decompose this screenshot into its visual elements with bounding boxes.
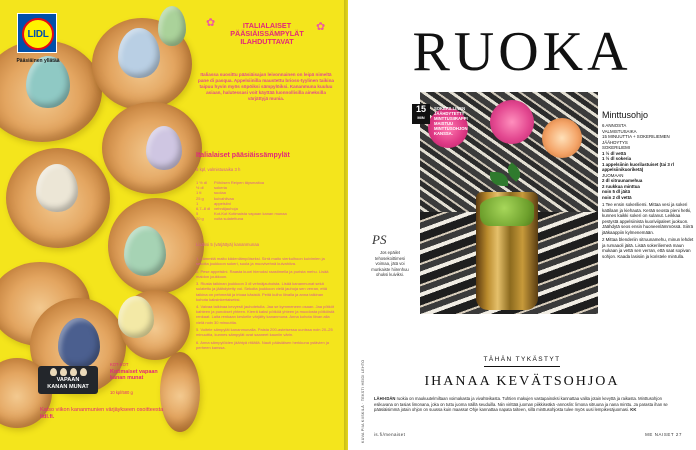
ranunculus-flower: [490, 100, 534, 144]
sidebar-ingredient: 2 ruukkua minttua: [602, 183, 640, 189]
brand-caption: Pääsiäinen yllätää: [16, 58, 60, 64]
recipe-meta: JUOMAAN: [602, 172, 624, 178]
right-page-editorial: [348, 0, 696, 450]
footer-page-number: ME NAISET 27: [645, 432, 682, 437]
ingredient-row: 1 appelsiini: [196, 200, 231, 206]
egg-yellow: [118, 296, 154, 338]
editor-signature: PS: [372, 232, 387, 247]
ingredient-row: 1 tl suolaa: [196, 190, 226, 196]
green-slush: [480, 196, 534, 226]
recipe-panel: [186, 10, 342, 440]
body-lead: LÄHI-IDÄN: [374, 396, 396, 401]
section-label: TÄHÄN TYKÄSTYT: [483, 356, 561, 363]
topping-note: Lisäksi 5 (värjättyä) kananmunaa: [196, 242, 260, 247]
ingredient-row: ½ dl sokeria: [196, 185, 227, 191]
article-headline: IHANAA KEVÄTSOHJOA: [424, 374, 620, 389]
lidl-link[interactable]: lidl.fi.: [40, 413, 55, 420]
sparkle-icon: ✿: [316, 21, 326, 33]
divider: [484, 366, 560, 367]
logo-wordmark: LIDL: [27, 28, 49, 40]
ingredient-row: 25 g kuivahiivaa: [196, 195, 234, 201]
egg-white: [36, 164, 78, 212]
sidebar-step: 1 Tee ensin sokeriliemi. Mittaa vesi ja sokeri kattilaan ja kiehauta. Kerää seosta pieni hetki, kunnes kaikki sokeri on sulanut. Leikkaa pestystä appelsiinista kuoriviipaleet juokuon. Jäähdytä seos ensin huoneenlämmössä. Siirrä jääkaappiin kylmenemään.: [602, 202, 694, 235]
egg-blue: [118, 28, 160, 78]
ingredient-row: 1 ½ dl Pöhösen Reipen täysmaitoa: [196, 180, 265, 185]
product-brand: KOT-KOT: [110, 362, 129, 367]
ad-footnote: Katso viikon kananmunien värjäykseen osoitteesta lidl.fi.: [40, 407, 164, 420]
ingredient-row: 5 Kot-Kot Kotimaista vapaan kanan munaa: [196, 211, 287, 217]
time-badge: 15 MIN: [412, 104, 430, 124]
egg-green: [158, 6, 186, 46]
photo-credit: KUVA PIIA KIISKILÄ · TEKSTI HEIDI LEHTO: [361, 359, 365, 443]
egg-navy: [58, 318, 100, 368]
recipe-step: 5. Voitele sämpylät kananmunalla. Paista 200-asteisessa uunissa noin 20–25 minuuttia, kunnes sämpylät ovat saaneet kauniin värin.: [196, 327, 333, 338]
recipe-title: Italialaiset pääsiäissämpylät: [196, 152, 290, 159]
product-size: 10 kpl/580 g: [110, 390, 133, 395]
sidebar-ingredient: 1 ½ dl vettä: [602, 150, 626, 156]
photo-caption: SOKERILLINEN JÄÄHDYTETTY MINTTUSIIRAPPI MAISTUU MINTTUSOHJON KANSSA.: [434, 106, 468, 136]
recipe-meta: SOKERILIEMI: [602, 145, 631, 150]
recipe-yield: 5 kpl, valmistusaika 3 h: [196, 167, 241, 172]
carton-label-line2: KANAN MUNAT: [47, 384, 89, 390]
recipe-step: 6. Anna sämpylöiden jäähtyä ritilällä. Nauti pääsiäisen herkkuna ystävien ja perheen kanssa.: [196, 339, 329, 350]
recipe-meta: 15 MINUUTTIA + SOKERILIEMEN JÄÄHDYTYS: [602, 134, 670, 145]
recipe-step: 3. Riusta taikinan joukkoon 3 dl vehnäjauhoista. Lisää kananmunat sekä sulatettu ja jäähdytetty voi. Sekoita joukkoon vielä jauhoja sen verran, että taikina on pehmeää ja irtoaa käsistä. Peitä kulho liinalla ja anna taikinan kohota kaksinkertaiseksi.: [196, 281, 327, 302]
egg-carton-product: [38, 366, 98, 394]
ranunculus-flower: [542, 118, 582, 158]
recipe-step: 1. Lämmitä maito kädenlämpöiseksi. Sirrä maito vierkulhoon kuivimien ja sekoita joukkoon sokeri, suola ja muovivehnä kuivahiiva.: [196, 256, 325, 267]
lidl-logo[interactable]: [17, 13, 57, 53]
recipe-step: 4. Vaivaa taikinaa kevyesti jauhotetulla. Jaa se kymmeneen osaan. Jaa pötköt kahteen ja punokset yhteen. Kierrä kaksi pötköä yhteen ja muodosta pötköistä renkaat. Laita renkaan keskelle värjätty kananmuna. Anna kohota liinan alla vielä noin 30 minuuttia.: [196, 304, 335, 325]
egg-lilac: [146, 126, 182, 170]
carton-label-line1: VAPAAN: [56, 377, 80, 383]
footer-url[interactable]: is.fi/menaiset: [374, 432, 406, 437]
ad-title: ITALIALAISET PÄÄSIÄISSÄMPYLÄT ILAHDUTTAVAT: [230, 21, 304, 46]
sidebar-step: 2 Mittaa blenderiin sitruunamehu, minun lehdet ja rumaaoli jäitä. Lisää sokeriliemeä maun mukaan ja vettä sen verran, että saat sopivan sohjon. Kaada lasisiin ja koristele mintulla.: [602, 237, 694, 259]
sidebar-ingredient: 2 dl sitruunamehua: [602, 178, 643, 183]
sidebar-ingredient: 1 appelsiinin kuorilastuiset (tai 3 rl appelsiinikuoriketä): [602, 161, 674, 172]
body-text: ruokia on maukuutelmiltaan voimakasta ja vivahteikasta. Tuhtien makujen vastapainoksi kannattaa valita jotain kevyttä ja raikasta. Minttusohjon esikuvana on tasias limonana, joka on tuttu juoma näillä seuduilla. Niin virittää juoman piikkiseäkä -annoslin: limona sitruuna ja nana minttu. Ja parasta ihan se pääsiäisimmä jotain ohjon on suussa kuin maassa! Ohje kannattaa napata talteen, sillä minttusohjosta tulee myös uusi lempikesäjuomasi.: [374, 396, 668, 413]
product-name: Kotimaiset vapaan kanan munat: [110, 369, 158, 382]
sidebar-recipe: [602, 110, 694, 259]
sidebar-ingredient: noin 5 dl jäitä: [602, 189, 631, 194]
recipe-meta: VALMISTUSAIKA: [602, 128, 637, 134]
ingredient-list: [196, 180, 336, 222]
editor-note: Jos epäilet tehosekoittimesi voimaa, jätä voi munkaiste hiirenhuu ohuksi kuiviksi.: [371, 250, 409, 278]
article-body: [374, 396, 670, 413]
sidebar-ingredient: noin 2 dl vettä: [602, 194, 632, 200]
ingredient-row: 6,7–8 dl vehnäjauhoja: [196, 206, 238, 212]
author-initials: KK: [630, 407, 637, 413]
sidebar-ingredient: 1 ½ dl sokeria: [602, 156, 632, 161]
recipe-steps: [196, 256, 336, 353]
recipe-step: 2. Pese appelsiini. Raasta kuori hienoksi raastimella ja purista mehu. Lisää maidon joukkoon.: [196, 268, 329, 279]
egg-row-icon: [38, 366, 98, 376]
recipe-meta: 6 ANNOSTA: [602, 123, 627, 128]
ad-intro: Italiassa suosittu pääsiäisajan leivonnainen on leipä nimeltä pane di pasqua. Appelsiinilla maustettu brioss-tyylinen taikina taipuu hyvin myös söpöiksi sämpylöiksi. Kananmuna kuuluu asiaan, halutessasi voit käyttää luonnollisilla aineksilla värjättyjä munia.: [198, 72, 334, 101]
section-masthead: RUOKA: [412, 21, 632, 83]
sidebar-recipe-title: Minttusohjo: [602, 110, 649, 120]
ingredient-row: 20 g voita sulatettuna: [196, 216, 244, 222]
egg-mint: [124, 226, 166, 276]
sparkle-icon: ✿: [206, 17, 216, 29]
